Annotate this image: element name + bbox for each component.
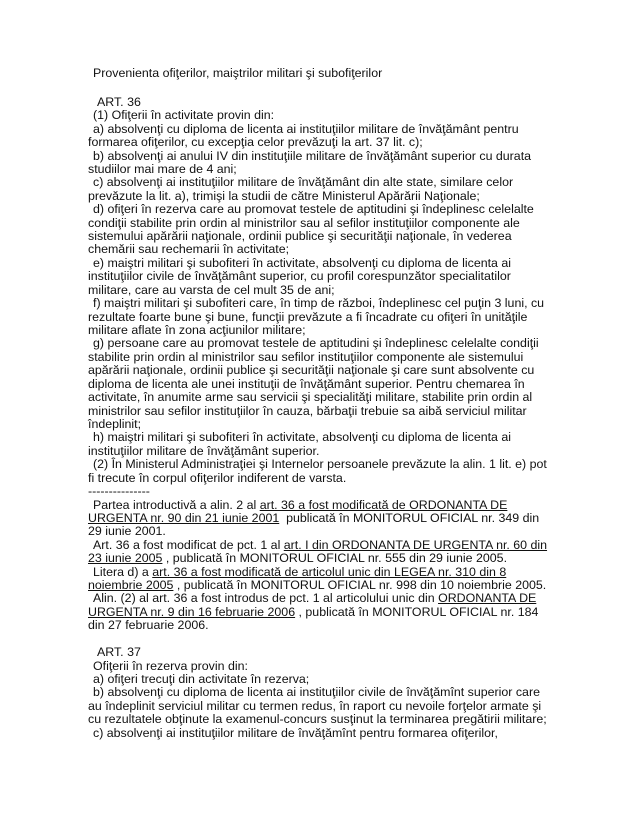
article-paragraph [88,686,628,726]
article-paragraph [88,458,628,485]
text-line: îndeplinit; [88,416,142,431]
text-line [88,592,628,605]
text-line: b) absolvenţi cu diploma de licenta ai instituţiilor civile de învăţămînt superior care [93,685,540,700]
text-line: stabilite prin ordin al ministrilor sau sefilor instituţiilor componente ale sistemului [88,349,524,364]
text-line: d) ofiţeri în rezerva care au promovat testele de aptitudini şi îndeplinesc celelalte [93,202,534,217]
note-text: , publicată în MONITORUL OFICIAL nr. 998 din 10 noiembrie 2005. [173,578,547,593]
legislation-link[interactable]: art. 36 a fost modificată de ORDONANTA DE [259,497,508,512]
legislation-link[interactable]: ORDONANTA DE [438,591,537,606]
text-line: prevăzute la lit. a), trimişi la studii de către Ministerul Apărării Naţionale; [88,188,480,203]
text-line: diploma de licenta ale unei instituţii de învăţământ superior. Pentru chemarea în [88,376,525,391]
text-line: fi trecute în corpul ofiţerilor indiferent de varsta. [88,470,347,485]
article-paragraph [88,203,628,257]
article-paragraph [88,431,628,458]
article-paragraph [88,109,628,122]
text-line: f) maiştri militari şi subofiteri care, în timp de război, îndeplinesc cel puţin 3 luni, cu [93,296,545,311]
section-heading: Provenienta ofiţerilor, maiştrilor militari şi subofiţerilor [93,66,383,80]
text-line: chemării sau rechemarii în activitate; [88,242,290,257]
amendment-note [88,592,628,632]
text-line: g) persoane care au promovat testele de aptitudini şi îndeplinesc celelalte condiţii [93,336,539,351]
note-text: publicată în MONITORUL OFICIAL nr. 349 din [279,510,540,525]
article-paragraph [88,337,628,431]
amendment-note [88,566,628,593]
text-line: a) ofiţeri trecuţi din activitate în rezerva; [93,671,310,686]
legislation-link[interactable]: URGENTA nr. 9 din 16 februarie 2006 [88,604,296,619]
text-line [88,566,628,579]
text-line: h) maiştri militari şi subofiteri în activitate, absolvenţi cu diploma de licenta ai [93,430,512,445]
text-line: ministrilor sau sefilor instituţiilor în cauza, bărbaţii trebuie sa aibă serviciul militar [88,403,527,418]
text-line [88,525,628,538]
text-line: militare aflate în zona acţiunilor militare; [88,323,306,338]
separator: --------------- [88,484,150,499]
text-line: c) absolvenţi ai instituţiilor militare de învăţămînt pentru formarea ofiţerilor, [93,725,498,740]
note-text: din 27 februarie 2006. [88,618,209,633]
article-paragraph [88,123,628,150]
article-paragraph [88,660,628,673]
note-text: , publicată în MONITORUL OFICIAL nr. 184 [295,604,539,619]
text-line: instituţiilor civile de învăţământ superior, cu profil corespunzător specialitatilor [88,269,511,284]
note-text: 29 iunie 2001. [88,524,166,539]
amendment-note [88,539,628,566]
article-paragraph [88,257,628,297]
article-paragraph [88,297,628,337]
legislation-link[interactable]: noiembrie 2005 [88,578,174,593]
text-line [88,619,628,632]
text-line: Ofiţerii în rezerva provin din: [93,658,248,673]
article-paragraph [88,727,628,740]
legislation-link[interactable]: art. I din ORDONANTA DE URGENTA nr. 60 din [283,537,548,552]
text-line: militare, care au varsta de cel mult 35 de ani; [88,282,335,297]
legislation-link[interactable]: URGENTA nr. 90 din 21 iunie 2001 [88,510,280,525]
article-36-title: ART. 36 [97,94,141,109]
text-line: a) absolvenţi cu diploma de licenta ai instituţiilor militare de învăţământ pentru [93,121,519,136]
article-paragraph [88,150,628,177]
note-text: Art. 36 a fost modificat de pct. 1 al [93,537,284,552]
legislation-link[interactable]: 23 iunie 2005 [88,551,163,566]
article-paragraph [88,176,628,203]
note-text: Litera d) a [93,564,153,579]
text-line: c) absolvenţi ai instituţiilor militare de învăţământ din alte state, similare celor [93,175,514,190]
text-line [88,512,628,525]
text-line: apărării naţionale, ordinii publice şi securităţii naţionale şi care sunt absolvente cu [88,363,535,378]
blank-line [88,633,628,646]
document-page [88,67,628,740]
amendment-notes [88,499,628,633]
note-text: Partea introductivă a alin. 2 al [93,497,260,512]
text-line [88,539,628,552]
text-line: cu rezultatele obţinute la examenul-concurs susţinut la terminarea pregătirii militare; [88,712,547,727]
text-line: b) absolvenţi ai anului IV din instituţiile militare de învăţământ superior cu durata [93,148,532,163]
legislation-link[interactable]: art. 36 a fost modificată de articolul unic din LEGEA nr. 310 din 8 [152,564,507,579]
article-36-body [88,109,628,485]
text-line: activitate, în anumite arme sau servicii şi specialităţi militare, stabilite prin ordin al [88,390,533,405]
article-37-body [88,660,628,741]
text-line [88,499,628,512]
text-line: sistemului apărării naţionale, ordinii publice şi securităţii naţionale, în vederea [88,229,512,244]
text-line: (2) În Ministerul Administraţiei şi Internelor persoanele prevăzute la alin. 1 lit. e) pot [93,457,547,472]
text-line: (1) Ofiţerii în activitate provin din: [93,108,275,123]
article-37-title: ART. 37 [97,645,141,660]
text-line: rezultate foarte bune şi bune, funcţii prevăzute a fi încadrate cu ofiţeri în unităţile [88,309,528,324]
text-line: condiţii stabilite prin ordin al ministrilor sau al sefilor instituţiilor componente ale [88,215,520,230]
text-line: au îndeplinit serviciul militar cu termen redus, în raport cu nevoile forţelor armate şi [88,698,542,713]
text-line [88,606,628,619]
text-line: formarea ofiţerilor, cu excepţia celor prevăzuţi la art. 37 lit. c); [88,135,423,150]
note-text: Alin. (2) al art. 36 a fost introdus de pct. 1 al articolului unic din [93,591,439,606]
text-line [88,579,628,592]
text-line: e) maiştri militari şi subofiteri în activitate, absolvenţi cu diploma de licenta ai [93,255,512,270]
text-line: studiilor mai mare de 4 ani; [88,161,237,176]
article-paragraph [88,673,628,686]
text-line [88,552,628,565]
note-text: , publicată în MONITORUL OFICIAL nr. 555 din 29 iunie 2005. [162,551,508,566]
blank-line [88,80,628,93]
text-line: instituţiilor militare de învăţământ superior. [88,443,320,458]
amendment-note [88,499,628,539]
